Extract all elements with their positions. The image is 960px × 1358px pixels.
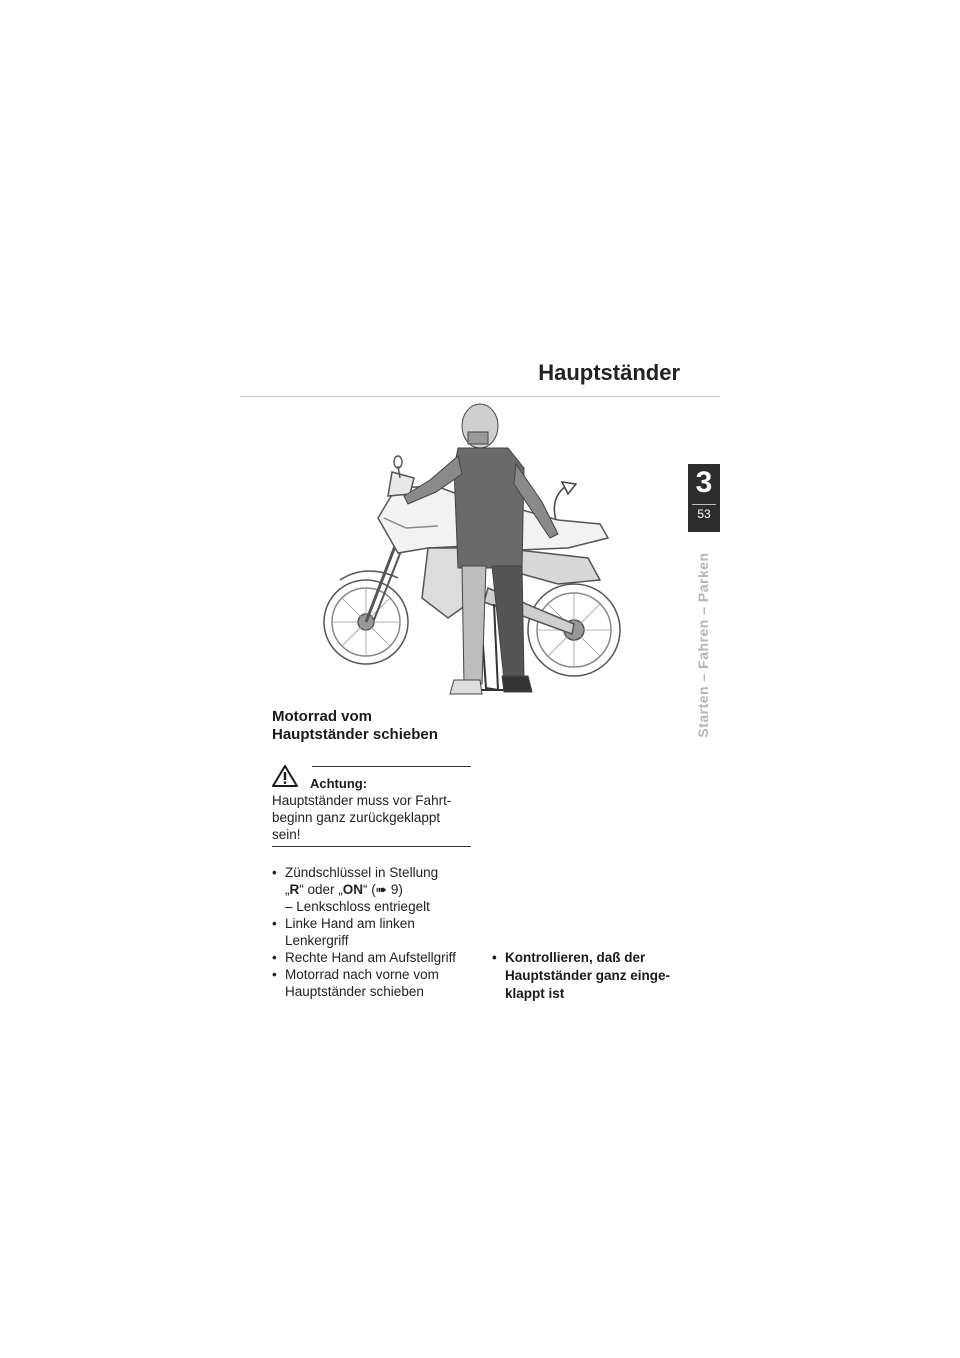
page-reference-arrow-icon: ➠	[375, 882, 388, 897]
page-number: 53	[697, 507, 711, 521]
lift-direction-arrow-icon	[554, 482, 576, 520]
list-item: • Zündschlüssel in Stellung „R“ oder „ON“ (➠ 9) – Lenkschloss entriegelt	[272, 865, 439, 914]
chapter-tab	[688, 464, 720, 532]
list-item: • Linke Hand am linken Lenkergriff	[272, 916, 415, 948]
header-rule	[240, 396, 720, 397]
chapter-divider	[692, 504, 716, 505]
warning-triangle-icon	[272, 764, 298, 788]
instruction-list	[272, 864, 482, 1000]
warning-top-rule	[312, 766, 471, 767]
motorcycle-center-stand-illustration	[318, 398, 630, 704]
warning-bottom-rule	[272, 846, 471, 847]
list-item: • Rechte Hand am Aufstellgriff	[272, 950, 456, 965]
chapter-side-label: Starten – Fahren – Parken	[695, 552, 711, 738]
check-instruction: • Kontrollieren, daß der Hauptständer ganz einge- klappt ist	[492, 950, 671, 1001]
page-title: Hauptständer	[538, 360, 680, 385]
warning-title: Achtung:	[310, 776, 368, 791]
list-item: • Motorrad nach vorne vom Hauptständer schieben	[272, 967, 439, 999]
section-heading: Motorrad vom Hauptständer schieben	[272, 708, 438, 743]
chapter-number: 3	[695, 466, 713, 499]
warning-text: Hauptständer muss vor Fahrt- beginn ganz zurückgeklappt sein!	[272, 793, 452, 842]
